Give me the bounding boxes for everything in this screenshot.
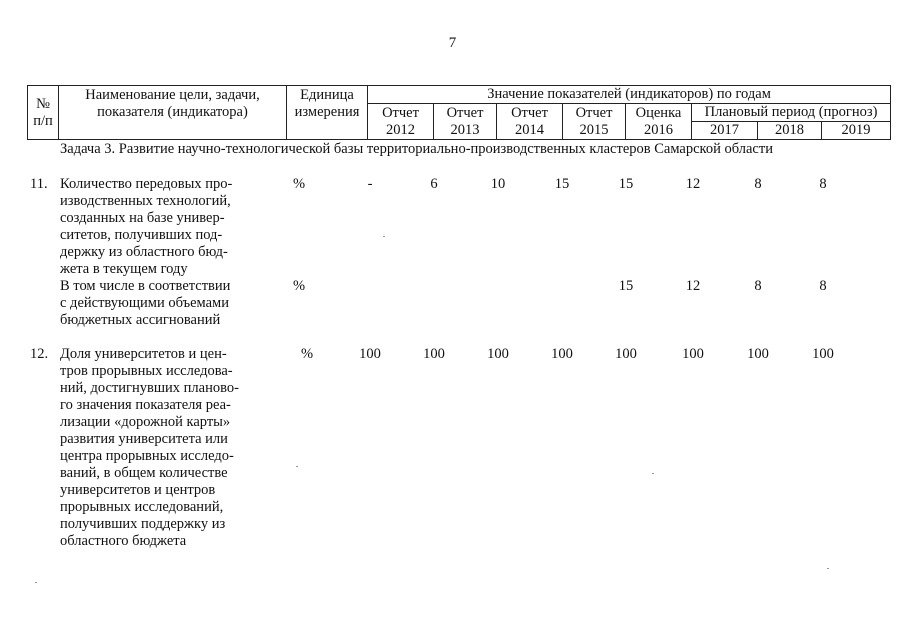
row-11-value-2014: 10 bbox=[490, 176, 506, 192]
task-title: Задача 3. Развитие научно-технологической базы территориально-производственных кластеров Самарской области bbox=[60, 141, 773, 157]
header-col-2014: Отчет 2014 bbox=[497, 104, 563, 140]
row-11-sub-name: В том числе в соответствии с действующими объемами бюджетных ассигнований bbox=[60, 278, 231, 328]
header-unit: Единица измерения bbox=[287, 86, 368, 140]
indicator-table-header bbox=[27, 85, 891, 140]
row-11-name: Количество передовых про- изводственных технологий, созданных на базе универ- ситетов, получивших под- держку из областного бюд- жета в текущем году bbox=[60, 176, 233, 277]
row-11-sub-value-2017: 12 bbox=[685, 278, 701, 294]
scan-speck bbox=[35, 582, 37, 583]
row-11-value-2017: 12 bbox=[685, 176, 701, 192]
row-11-value-2015: 15 bbox=[554, 176, 570, 192]
row-12-number: 12. bbox=[30, 346, 49, 362]
header-name: Наименование цели, задачи, показателя (индикатора) bbox=[59, 86, 287, 140]
row-11-value-2019: 8 bbox=[819, 176, 827, 192]
scan-speck bbox=[652, 473, 654, 474]
header-col-2012: Отчет 2012 bbox=[368, 104, 434, 140]
row-12-value-2019: 100 bbox=[812, 346, 834, 362]
row-11-sub-value-2016: 15 bbox=[618, 278, 634, 294]
row-12-value-2013: 100 bbox=[423, 346, 445, 362]
row-11-value-2013: 6 bbox=[430, 176, 438, 192]
row-12-value-2016: 100 bbox=[615, 346, 637, 362]
header-col-2016: Оценка 2016 bbox=[626, 104, 692, 140]
row-12-value-2018: 100 bbox=[747, 346, 769, 362]
row-11-sub-value-2019: 8 bbox=[819, 278, 827, 294]
header-col-2013: Отчет 2013 bbox=[434, 104, 497, 140]
header-col-2015: Отчет 2015 bbox=[563, 104, 626, 140]
row-11-number: 11. bbox=[30, 176, 48, 192]
header-col-2017: 2017 bbox=[692, 122, 758, 140]
header-planned-period: Плановый период (прогноз) bbox=[692, 104, 891, 122]
scan-speck bbox=[827, 568, 829, 569]
row-12-unit: % bbox=[300, 346, 314, 362]
header-values-title: Значение показателей (индикаторов) по годам bbox=[368, 86, 891, 104]
row-12-value-2014: 100 bbox=[487, 346, 509, 362]
row-12-value-2015: 100 bbox=[551, 346, 573, 362]
row-11-sub-value-2018: 8 bbox=[754, 278, 762, 294]
row-11-value-2016: 15 bbox=[618, 176, 634, 192]
page-number: 7 bbox=[448, 35, 457, 51]
row-12-value-2012: 100 bbox=[359, 346, 381, 362]
row-12-value-2017: 100 bbox=[682, 346, 704, 362]
scan-speck bbox=[383, 236, 385, 237]
header-col-2018: 2018 bbox=[758, 122, 822, 140]
row-12-name: Доля университетов и цен- тров прорывных исследова- ний, достигнувших планово- го значения показателя реа- лизации «дорожной карты» развития университета или центра прорывных исследо- ваний, в общем количестве университетов и центров прорывных исследований, получивших поддержку из областного бюджета bbox=[60, 346, 239, 549]
header-no: № п/п bbox=[28, 86, 59, 140]
scan-speck bbox=[296, 466, 298, 467]
row-11-sub-unit: % bbox=[292, 278, 306, 294]
row-11-value-2018: 8 bbox=[754, 176, 762, 192]
row-11-unit: % bbox=[292, 176, 306, 192]
header-col-2019: 2019 bbox=[822, 122, 891, 140]
row-11-value-2012: - bbox=[367, 176, 373, 192]
